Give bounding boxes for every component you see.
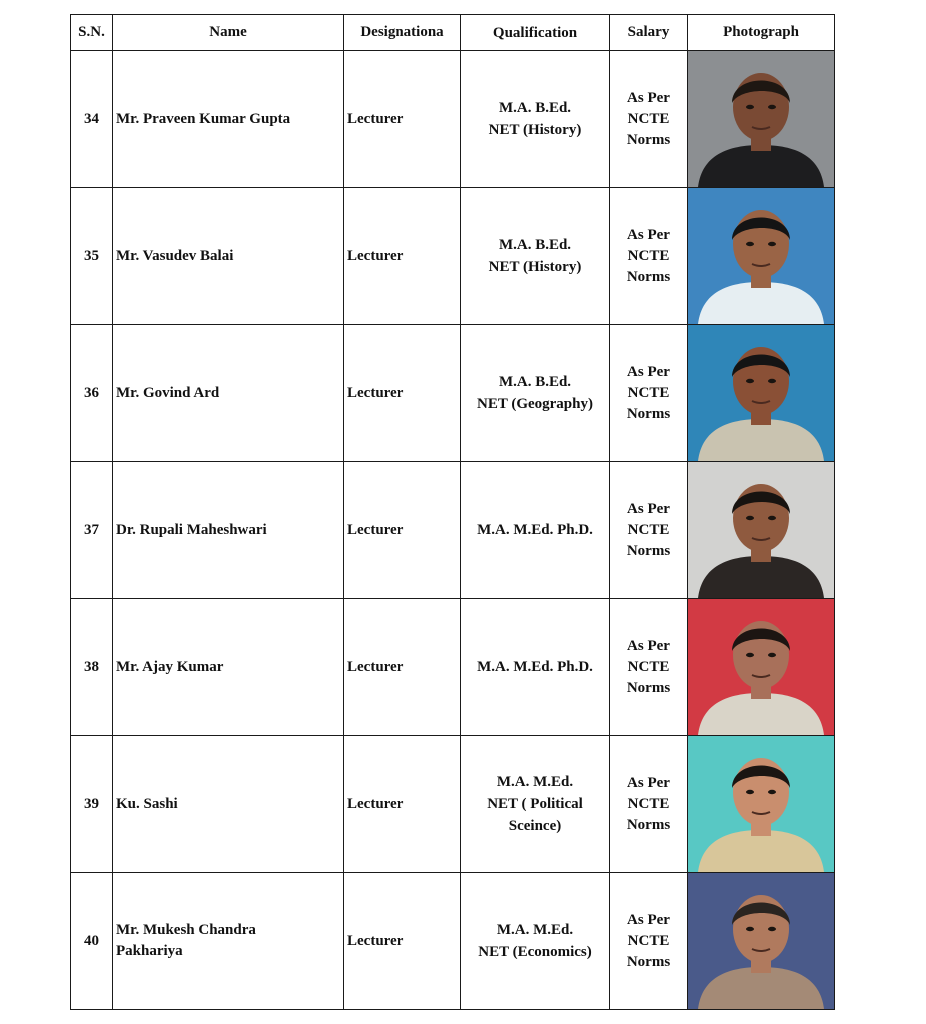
staff-table	[70, 14, 835, 1010]
photograph-cell	[688, 188, 835, 325]
table-row	[71, 599, 835, 736]
staff-name-text: Mr. Mukesh Chandra Pakhariya	[116, 922, 256, 959]
serial-number: 35	[71, 188, 113, 325]
qualification: M.A. B.Ed. NET (History)	[461, 188, 610, 325]
staff-name-text: Dr. Rupali Maheshwari	[116, 521, 267, 538]
qualification: M.A. M.Ed. Ph.D.	[461, 599, 610, 736]
photo-eye-left	[746, 379, 754, 383]
photograph-cell	[688, 51, 835, 188]
serial-number: 38	[71, 599, 113, 736]
photo-eye-left	[746, 105, 754, 109]
staff-photo	[688, 599, 834, 735]
table-row	[71, 873, 835, 1010]
photograph-cell	[688, 462, 835, 599]
salary: As Per NCTE Norms	[610, 325, 688, 462]
staff-name-text: Mr. Vasudev Balai	[116, 247, 234, 264]
table-body	[71, 51, 835, 1010]
photo-eye-right	[768, 105, 776, 109]
serial-number: 37	[71, 462, 113, 599]
photo-eye-right	[768, 379, 776, 383]
photo-eye-left	[746, 516, 754, 520]
designation: Lecturer	[344, 873, 461, 1010]
staff-photo	[688, 736, 834, 872]
table-row	[71, 51, 835, 188]
designation: Lecturer	[344, 736, 461, 873]
header-qualification: Qualification	[461, 15, 610, 51]
photograph-cell	[688, 325, 835, 462]
staff-name-text: Mr. Ajay Kumar	[116, 658, 224, 675]
serial-number: 40	[71, 873, 113, 1010]
table-row	[71, 462, 835, 599]
staff-photo	[688, 188, 834, 324]
designation: Lecturer	[344, 462, 461, 599]
designation: Lecturer	[344, 51, 461, 188]
designation: Lecturer	[344, 599, 461, 736]
staff-name-text: Ku. Sashi	[116, 795, 178, 812]
table-row	[71, 188, 835, 325]
staff-photo	[688, 325, 834, 461]
staff-name	[113, 325, 344, 462]
designation: Lecturer	[344, 325, 461, 462]
photograph-cell	[688, 736, 835, 873]
serial-number: 39	[71, 736, 113, 873]
salary: As Per NCTE Norms	[610, 51, 688, 188]
staff-name	[113, 873, 344, 1010]
qualification: M.A. M.Ed. NET ( Political Sceince)	[461, 736, 610, 873]
photo-eye-right	[768, 790, 776, 794]
qualification: M.A. B.Ed. NET (History)	[461, 51, 610, 188]
table-row	[71, 736, 835, 873]
qualification: M.A. M.Ed. NET (Economics)	[461, 873, 610, 1010]
staff-photo	[688, 873, 834, 1009]
staff-name	[113, 51, 344, 188]
header-designation: Designationa	[344, 15, 461, 51]
qualification: M.A. B.Ed. NET (Geography)	[461, 325, 610, 462]
staff-name	[113, 599, 344, 736]
salary: As Per NCTE Norms	[610, 462, 688, 599]
staff-name	[113, 188, 344, 325]
photograph-cell	[688, 599, 835, 736]
staff-photo	[688, 462, 834, 598]
photo-eye-right	[768, 653, 776, 657]
salary: As Per NCTE Norms	[610, 736, 688, 873]
serial-number: 36	[71, 325, 113, 462]
salary: As Per NCTE Norms	[610, 873, 688, 1010]
serial-number: 34	[71, 51, 113, 188]
staff-photo	[688, 51, 834, 187]
salary: As Per NCTE Norms	[610, 188, 688, 325]
table-row	[71, 325, 835, 462]
staff-name-text: Mr. Praveen Kumar Gupta	[116, 110, 291, 127]
staff-name	[113, 462, 344, 599]
photograph-cell	[688, 873, 835, 1010]
header-salary: Salary	[610, 15, 688, 51]
photo-eye-right	[768, 516, 776, 520]
staff-name-text: Mr. Govind Ard	[116, 384, 220, 401]
photo-eye-right	[768, 927, 776, 931]
qualification: M.A. M.Ed. Ph.D.	[461, 462, 610, 599]
header-photograph: Photograph	[688, 15, 835, 51]
photo-eye-left	[746, 927, 754, 931]
staff-name	[113, 736, 344, 873]
photo-eye-left	[746, 242, 754, 246]
header-row	[71, 15, 835, 51]
photo-eye-left	[746, 653, 754, 657]
designation: Lecturer	[344, 188, 461, 325]
salary: As Per NCTE Norms	[610, 599, 688, 736]
photo-eye-right	[768, 242, 776, 246]
header-sn: S.N.	[71, 15, 113, 51]
photo-eye-left	[746, 790, 754, 794]
header-name: Name	[113, 15, 344, 51]
